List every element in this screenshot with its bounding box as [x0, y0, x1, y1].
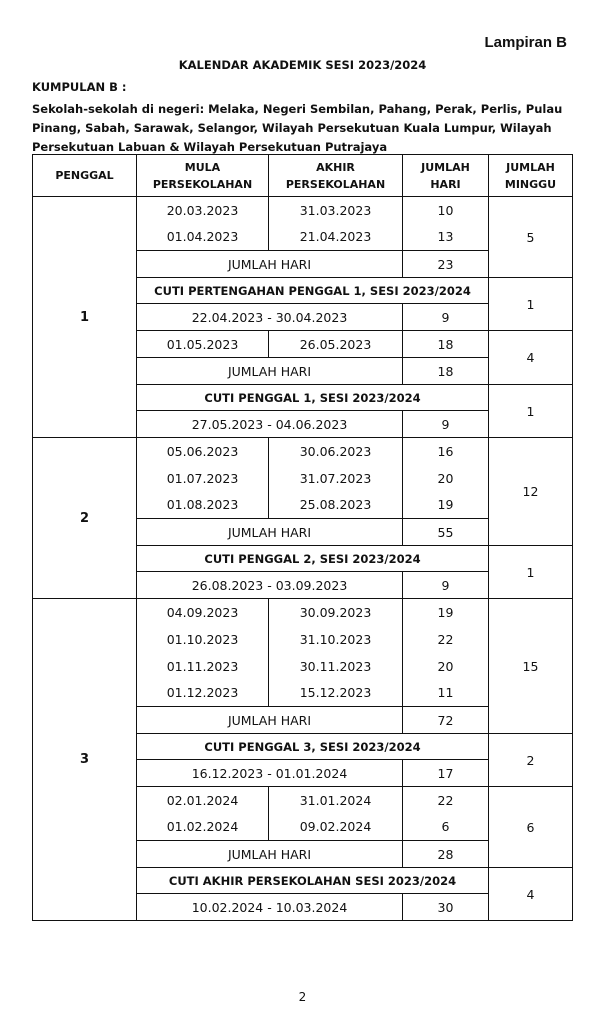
header-mula: MULA PERSEKOLAHAN: [137, 155, 269, 197]
document-title: KALENDAR AKADEMIK SESI 2023/2024: [178, 58, 427, 72]
akhir-cell: 09.02.2024: [269, 814, 403, 841]
holiday-title: CUTI PENGGAL 1, SESI 2023/2024: [137, 385, 489, 411]
mula-cell: 01.08.2023: [137, 492, 269, 519]
holiday-range: 16.12.2023 - 01.01.2024: [137, 760, 403, 787]
mula-cell: 01.12.2023: [137, 680, 269, 707]
header-akhir: AKHIR PERSEKOLAHAN: [269, 155, 403, 197]
total-hari-cell: 55: [403, 519, 489, 546]
akhir-cell: 31.03.2023: [269, 197, 403, 224]
akhir-cell: 21.04.2023: [269, 224, 403, 251]
mula-cell: 01.10.2023: [137, 626, 269, 653]
minggu-cell: 4: [489, 331, 573, 385]
mula-cell: 01.04.2023: [137, 224, 269, 251]
mula-cell: 01.07.2023: [137, 465, 269, 492]
mula-cell: 20.03.2023: [137, 197, 269, 224]
jumlah-hari-label: JUMLAH HARI: [137, 251, 403, 278]
jumlah-hari-label: JUMLAH HARI: [137, 841, 403, 868]
holiday-title: CUTI PENGGAL 2, SESI 2023/2024: [137, 546, 489, 572]
minggu-cell: 2: [489, 734, 573, 787]
akhir-cell: 25.08.2023: [269, 492, 403, 519]
total-hari-cell: 72: [403, 707, 489, 734]
table-row: [33, 438, 573, 465]
hari-cell: 13: [403, 224, 489, 251]
minggu-cell: 15: [489, 599, 573, 734]
hari-cell: 22: [403, 626, 489, 653]
mula-cell: 05.06.2023: [137, 438, 269, 465]
holiday-range: 26.08.2023 - 03.09.2023: [137, 572, 403, 599]
hari-cell: 11: [403, 680, 489, 707]
appendix-label: Lampiran B: [484, 34, 567, 51]
holiday-title: CUTI PERTENGAHAN PENGGAL 1, SESI 2023/2024: [137, 278, 489, 304]
header-jumlah-minggu: JUMLAH MINGGU: [489, 155, 573, 197]
akhir-cell: 31.07.2023: [269, 465, 403, 492]
table-row: [33, 197, 573, 224]
holiday-range: 22.04.2023 - 30.04.2023: [137, 304, 403, 331]
table-row: [33, 599, 573, 626]
hari-cell: 20: [403, 465, 489, 492]
penggal-2-cell: 2: [33, 438, 137, 599]
minggu-cell: 6: [489, 787, 573, 868]
mula-cell: 04.09.2023: [137, 599, 269, 626]
mula-cell: 01.11.2023: [137, 653, 269, 680]
minggu-cell: 4: [489, 868, 573, 921]
hari-cell: 20: [403, 653, 489, 680]
hari-cell: 6: [403, 814, 489, 841]
akhir-cell: 30.09.2023: [269, 599, 403, 626]
jumlah-hari-label: JUMLAH HARI: [137, 519, 403, 546]
minggu-cell: 5: [489, 197, 573, 278]
header-penggal: PENGGAL: [33, 155, 137, 197]
total-hari-cell: 18: [403, 358, 489, 385]
mula-cell: 01.05.2023: [137, 331, 269, 358]
akhir-cell: 30.11.2023: [269, 653, 403, 680]
penggal-1-cell: 1: [33, 197, 137, 438]
minggu-cell: 1: [489, 546, 573, 599]
total-hari-cell: 28: [403, 841, 489, 868]
hari-cell: 16: [403, 438, 489, 465]
holiday-range: 27.05.2023 - 04.06.2023: [137, 411, 403, 438]
akhir-cell: 15.12.2023: [269, 680, 403, 707]
mula-cell: 02.01.2024: [137, 787, 269, 814]
minggu-cell: 1: [489, 278, 573, 331]
academic-calendar-table: [32, 154, 573, 921]
hari-cell: 9: [403, 572, 489, 599]
akhir-cell: 31.10.2023: [269, 626, 403, 653]
minggu-cell: 12: [489, 438, 573, 546]
penggal-3-cell: 3: [33, 599, 137, 921]
total-hari-cell: 23: [403, 251, 489, 278]
akhir-cell: 30.06.2023: [269, 438, 403, 465]
page-number: 2: [298, 990, 307, 1004]
jumlah-hari-label: JUMLAH HARI: [137, 358, 403, 385]
header-jumlah-hari: JUMLAH HARI: [403, 155, 489, 197]
hari-cell: 19: [403, 492, 489, 519]
holiday-title: CUTI AKHIR PERSEKOLAHAN SESI 2023/2024: [137, 868, 489, 894]
mula-cell: 01.02.2024: [137, 814, 269, 841]
hari-cell: 19: [403, 599, 489, 626]
holiday-range: 10.02.2024 - 10.03.2024: [137, 894, 403, 921]
hari-cell: 10: [403, 197, 489, 224]
table-header-row: [33, 155, 573, 197]
holiday-title: CUTI PENGGAL 3, SESI 2023/2024: [137, 734, 489, 760]
minggu-cell: 1: [489, 385, 573, 438]
states-description: Sekolah-sekolah di negeri: Melaka, Negeri Sembilan, Pahang, Perak, Perlis, Pulau Pinang, Sabah, Sarawak, Selangor, Wilayah Persekutuan Kuala Lumpur, Wilayah Persekutuan Labuan & Wilayah Persekutuan Putrajaya: [32, 102, 563, 154]
group-label: KUMPULAN B :: [32, 80, 127, 94]
akhir-cell: 31.01.2024: [269, 787, 403, 814]
hari-cell: 9: [403, 304, 489, 331]
hari-cell: 22: [403, 787, 489, 814]
hari-cell: 17: [403, 760, 489, 787]
hari-cell: 30: [403, 894, 489, 921]
akhir-cell: 26.05.2023: [269, 331, 403, 358]
hari-cell: 18: [403, 331, 489, 358]
jumlah-hari-label: JUMLAH HARI: [137, 707, 403, 734]
hari-cell: 9: [403, 411, 489, 438]
